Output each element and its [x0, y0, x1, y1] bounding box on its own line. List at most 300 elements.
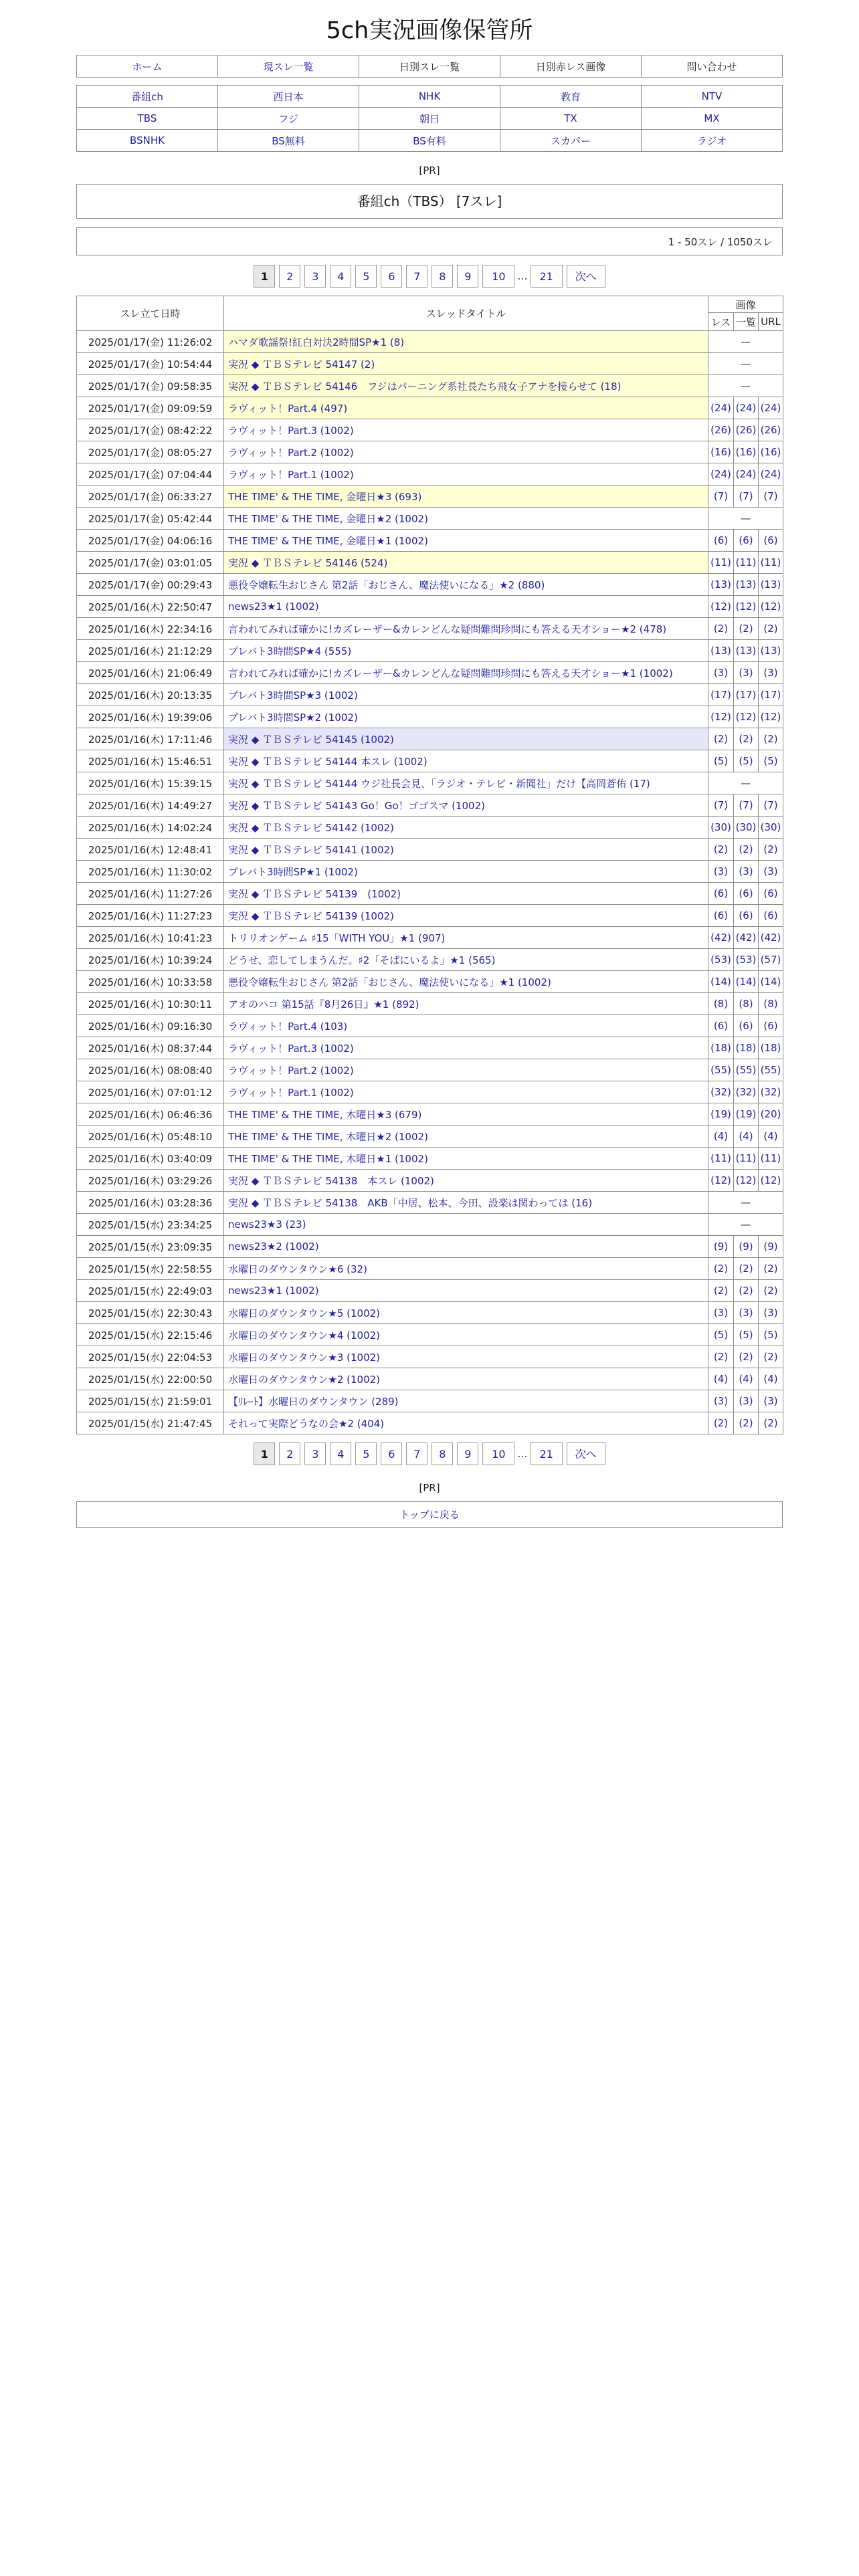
- image-list-link[interactable]: (6): [734, 530, 759, 552]
- thread-date: 2025/01/17(金) 03:01:05: [77, 552, 224, 574]
- table-row: [77, 905, 783, 927]
- image-list-link[interactable]: (17): [734, 684, 759, 706]
- thread-title-link[interactable]: 実況 ◆ ＴＢＳテレビ 54145 (1002): [224, 728, 708, 750]
- image-url-link[interactable]: (2): [759, 1258, 783, 1280]
- thread-date: 2025/01/16(木) 03:28:36: [77, 1192, 224, 1214]
- image-list-link[interactable]: (24): [734, 463, 759, 486]
- channel-link[interactable]: 朝日: [359, 108, 500, 130]
- thread-date: 2025/01/16(木) 12:48:41: [77, 839, 224, 861]
- image-res-link[interactable]: (12): [708, 596, 734, 618]
- page-link[interactable]: 21: [531, 1442, 563, 1465]
- image-res-link[interactable]: (11): [708, 1148, 734, 1170]
- thread-title-link[interactable]: 言われてみれば確かに!カズレーザー&カレンどんな疑問難問珍問にも答える天才ショー★1 (1002): [224, 662, 708, 684]
- thread-title-link[interactable]: 水曜日のダウンタウン★3 (1002): [224, 1346, 708, 1368]
- image-list-link[interactable]: (2): [734, 1280, 759, 1302]
- image-res-link[interactable]: (7): [708, 486, 734, 508]
- channel-link[interactable]: ラジオ: [642, 130, 783, 152]
- image-list-link[interactable]: (4): [734, 1125, 759, 1148]
- image-res-link[interactable]: (7): [708, 794, 734, 817]
- thread-title-link[interactable]: 実況 ◆ ＴＢＳテレビ 54143 Go！Go！ゴゴスマ (1002): [224, 794, 708, 817]
- image-list-link[interactable]: (2): [734, 1346, 759, 1368]
- image-res-link[interactable]: (14): [708, 971, 734, 993]
- thread-title-link[interactable]: 水曜日のダウンタウン★2 (1002): [224, 1368, 708, 1390]
- channel-link[interactable]: スカパー: [500, 130, 642, 152]
- image-url-link[interactable]: (24): [759, 463, 783, 486]
- image-url-link[interactable]: (6): [759, 530, 783, 552]
- table-row: [77, 397, 783, 419]
- table-row: [77, 552, 783, 574]
- thread-date: 2025/01/17(金) 09:58:35: [77, 375, 224, 397]
- pagination-ellipsis: ...: [517, 270, 528, 282]
- thread-date: 2025/01/17(金) 10:54:44: [77, 353, 224, 375]
- table-row: [77, 530, 783, 552]
- image-url-link[interactable]: (2): [759, 1412, 783, 1434]
- image-res-link[interactable]: (3): [708, 1390, 734, 1412]
- thread-title-link[interactable]: プレバト3時間SP★4 (555): [224, 640, 708, 662]
- thread-date: 2025/01/16(木) 10:41:23: [77, 927, 224, 949]
- thread-title-link[interactable]: THE TIME' & THE TIME, 金曜日★1 (1002): [224, 530, 708, 552]
- table-row: [77, 353, 783, 375]
- image-list-link[interactable]: (13): [734, 640, 759, 662]
- thread-title-link[interactable]: 実況 ◆ ＴＢＳテレビ 54142 (1002): [224, 817, 708, 839]
- channel-link[interactable]: 教育: [500, 86, 642, 108]
- page-current: 1: [254, 1442, 275, 1465]
- thread-title-link[interactable]: news23★1 (1002): [224, 1280, 708, 1302]
- table-row: [77, 1192, 783, 1214]
- image-url-link[interactable]: (13): [759, 574, 783, 596]
- page-current: 1: [254, 265, 275, 288]
- channel-link[interactable]: NTV: [642, 86, 783, 108]
- image-res-link[interactable]: (9): [708, 1236, 734, 1258]
- image-url-link[interactable]: (57): [759, 949, 783, 971]
- image-res-link[interactable]: (3): [708, 662, 734, 684]
- thread-date: 2025/01/16(木) 05:48:10: [77, 1125, 224, 1148]
- image-url-link[interactable]: (2): [759, 728, 783, 750]
- image-list-link[interactable]: (5): [734, 750, 759, 772]
- page-link[interactable]: 9: [457, 265, 478, 288]
- image-url-link[interactable]: (6): [759, 1015, 783, 1037]
- image-res-link[interactable]: (2): [708, 1412, 734, 1434]
- thread-title-link[interactable]: news23★2 (1002): [224, 1236, 708, 1258]
- image-url-link[interactable]: (20): [759, 1103, 783, 1125]
- image-res-link[interactable]: (2): [708, 728, 734, 750]
- table-row: [77, 463, 783, 486]
- image-list-link[interactable]: (2): [734, 1412, 759, 1434]
- image-url-link[interactable]: (8): [759, 993, 783, 1015]
- image-url-link[interactable]: (14): [759, 971, 783, 993]
- image-list-link[interactable]: (12): [734, 1170, 759, 1192]
- image-list-link[interactable]: (3): [734, 662, 759, 684]
- thread-date: 2025/01/17(金) 00:29:43: [77, 574, 224, 596]
- page-link[interactable]: 5: [355, 1442, 377, 1465]
- thread-title-link[interactable]: THE TIME' & THE TIME, 木曜日★1 (1002): [224, 1148, 708, 1170]
- board-title: 番組ch（TBS） [7スレ]: [76, 184, 783, 219]
- nav-home[interactable]: ホーム: [77, 56, 218, 78]
- table-row: [77, 662, 783, 684]
- thread-date: 2025/01/16(木) 21:06:49: [77, 662, 224, 684]
- page-link[interactable]: 7: [406, 1442, 427, 1465]
- image-url-link[interactable]: (30): [759, 817, 783, 839]
- thread-date: 2025/01/17(金) 06:33:27: [77, 486, 224, 508]
- thread-date: 2025/01/15(水) 23:34:25: [77, 1214, 224, 1236]
- page-link[interactable]: 10: [482, 1442, 514, 1465]
- thread-title-link[interactable]: 実況 ◆ ＴＢＳテレビ 54144 ウジ社長会見、「ラジオ・テレビ・新聞社」だけ【高岡蒼佑 (17): [224, 772, 708, 794]
- thread-date: 2025/01/16(木) 10:39:24: [77, 949, 224, 971]
- page-link[interactable]: 2: [279, 1442, 300, 1465]
- image-url-link[interactable]: (2): [759, 1280, 783, 1302]
- page-link[interactable]: 2: [279, 265, 300, 288]
- thread-date: 2025/01/15(水) 21:59:01: [77, 1390, 224, 1412]
- back-to-top-link[interactable]: トップに戻る: [76, 1501, 783, 1528]
- image-list-link[interactable]: (32): [734, 1081, 759, 1103]
- thread-date: 2025/01/16(木) 20:13:35: [77, 684, 224, 706]
- image-res-link[interactable]: (2): [708, 1258, 734, 1280]
- image-res-link[interactable]: (4): [708, 1125, 734, 1148]
- image-url-link[interactable]: (2): [759, 618, 783, 640]
- thread-title-link[interactable]: 実況 ◆ ＴＢＳテレビ 54138 AKB「中居、松本、今田、設楽は関わっては (16): [224, 1192, 708, 1214]
- thread-title-link[interactable]: 言われてみれば確かに!カズレーザー&カレンどんな疑問難問珍問にも答える天才ショー★2 (478): [224, 618, 708, 640]
- image-res-link[interactable]: (2): [708, 1280, 734, 1302]
- image-list-link[interactable]: (11): [734, 1148, 759, 1170]
- image-res-link[interactable]: (3): [708, 1302, 734, 1324]
- image-url-link[interactable]: (18): [759, 1037, 783, 1059]
- thread-title-link[interactable]: news23★1 (1002): [224, 596, 708, 618]
- thread-table: [76, 296, 783, 1434]
- image-res-link[interactable]: (6): [708, 530, 734, 552]
- image-res-link[interactable]: (42): [708, 927, 734, 949]
- image-list-link[interactable]: (42): [734, 927, 759, 949]
- thread-date: 2025/01/16(木) 15:46:51: [77, 750, 224, 772]
- page-link[interactable]: 3: [304, 265, 326, 288]
- header-url: URL: [759, 313, 783, 331]
- image-res-link[interactable]: (53): [708, 949, 734, 971]
- image-url-link[interactable]: (55): [759, 1059, 783, 1081]
- image-list-link[interactable]: (19): [734, 1103, 759, 1125]
- image-list-link[interactable]: (3): [734, 861, 759, 883]
- image-url-link[interactable]: (12): [759, 596, 783, 618]
- thread-count: 1 - 50スレ / 1050スレ: [76, 227, 783, 255]
- image-url-link[interactable]: (17): [759, 684, 783, 706]
- pagination-bottom: [76, 1442, 783, 1468]
- table-row: [77, 1037, 783, 1059]
- channel-link[interactable]: 西日本: [218, 86, 359, 108]
- thread-title-link[interactable]: アオのハコ 第15話『8月26日』★1 (892): [224, 993, 708, 1015]
- thread-title-link[interactable]: 実況 ◆ ＴＢＳテレビ 54146 フジはパーニング系社長たち飛女子アナを接らせて (18): [224, 375, 708, 397]
- thread-title-link[interactable]: どうせ、恋してしまうんだ。♯2「そばにいるよ」★1 (565): [224, 949, 708, 971]
- page-link[interactable]: 3: [304, 1442, 326, 1465]
- header-list: 一覧: [734, 313, 759, 331]
- image-url-link[interactable]: (2): [759, 1346, 783, 1368]
- thread-title-link[interactable]: THE TIME' & THE TIME, 木曜日★2 (1002): [224, 1125, 708, 1148]
- thread-date: 2025/01/16(木) 10:33:58: [77, 971, 224, 993]
- no-images-mark: —: [708, 331, 783, 353]
- image-res-link[interactable]: (5): [708, 1324, 734, 1346]
- page-link[interactable]: 10: [482, 265, 514, 288]
- image-res-link[interactable]: (8): [708, 993, 734, 1015]
- pr-label-bottom: [PR]: [419, 1482, 440, 1494]
- image-res-link[interactable]: (2): [708, 839, 734, 861]
- image-list-link[interactable]: (12): [734, 706, 759, 728]
- image-res-link[interactable]: (2): [708, 1346, 734, 1368]
- thread-title-link[interactable]: 実況 ◆ ＴＢＳテレビ 54147 (2): [224, 353, 708, 375]
- image-list-link[interactable]: (2): [734, 618, 759, 640]
- image-url-link[interactable]: (42): [759, 927, 783, 949]
- image-res-link[interactable]: (11): [708, 552, 734, 574]
- image-url-link[interactable]: (12): [759, 1170, 783, 1192]
- page-link[interactable]: 9: [457, 1442, 478, 1465]
- thread-title-link[interactable]: トリリオンゲーム ♯15「WITH YOU」★1 (907): [224, 927, 708, 949]
- image-list-link[interactable]: (9): [734, 1236, 759, 1258]
- image-list-link[interactable]: (3): [734, 1302, 759, 1324]
- thread-title-link[interactable]: news23★3 (23): [224, 1214, 708, 1236]
- image-res-link[interactable]: (5): [708, 750, 734, 772]
- image-list-link[interactable]: (8): [734, 993, 759, 1015]
- thread-date: 2025/01/16(木) 22:50:47: [77, 596, 224, 618]
- page-link[interactable]: 21: [531, 265, 563, 288]
- thread-title-link[interactable]: 実況 ◆ ＴＢＳテレビ 54138 本スレ (1002): [224, 1170, 708, 1192]
- image-list-link[interactable]: (6): [734, 883, 759, 905]
- header-res: レス: [708, 313, 734, 331]
- image-list-link[interactable]: (24): [734, 397, 759, 419]
- image-url-link[interactable]: (2): [759, 839, 783, 861]
- table-row: [77, 839, 783, 861]
- image-res-link[interactable]: (26): [708, 419, 734, 441]
- thread-title-link[interactable]: 水曜日のダウンタウン★6 (32): [224, 1258, 708, 1280]
- thread-title-link[interactable]: プレバト3時間SP★3 (1002): [224, 684, 708, 706]
- image-url-link[interactable]: (4): [759, 1368, 783, 1390]
- table-row: [77, 640, 783, 662]
- image-list-link[interactable]: (2): [734, 1258, 759, 1280]
- image-res-link[interactable]: (13): [708, 574, 734, 596]
- thread-date: 2025/01/16(木) 08:08:40: [77, 1059, 224, 1081]
- thread-title-link[interactable]: THE TIME' & THE TIME, 金曜日★2 (1002): [224, 508, 708, 530]
- thread-title-link[interactable]: 水曜日のダウンタウン★5 (1002): [224, 1302, 708, 1324]
- thread-title-link[interactable]: ラヴィット！Part.4 (497): [224, 397, 708, 419]
- thread-title-link[interactable]: ラヴィット！Part.1 (1002): [224, 463, 708, 486]
- table-row: [77, 574, 783, 596]
- image-res-link[interactable]: (12): [708, 706, 734, 728]
- channel-link[interactable]: BS無料: [218, 130, 359, 152]
- image-res-link[interactable]: (13): [708, 640, 734, 662]
- image-url-link[interactable]: (3): [759, 861, 783, 883]
- table-row: [77, 508, 783, 530]
- image-res-link[interactable]: (12): [708, 1170, 734, 1192]
- image-url-link[interactable]: (7): [759, 486, 783, 508]
- thread-title-link[interactable]: それって実際どうなの会★2 (404): [224, 1412, 708, 1434]
- thread-title-link[interactable]: 悪役令嬢転生おじさん 第2話「おじさん、魔法使いになる」★2 (880): [224, 574, 708, 596]
- channel-link[interactable]: 番組ch: [77, 86, 218, 108]
- site-title[interactable]: 5ch実況画像保管所: [326, 17, 533, 44]
- thread-date: 2025/01/15(水) 22:00:50: [77, 1368, 224, 1390]
- image-list-link[interactable]: (12): [734, 596, 759, 618]
- channel-link[interactable]: BS有料: [359, 130, 500, 152]
- image-list-link[interactable]: (53): [734, 949, 759, 971]
- image-res-link[interactable]: (6): [708, 1015, 734, 1037]
- thread-title-link[interactable]: 実況 ◆ ＴＢＳテレビ 54144 本スレ (1002): [224, 750, 708, 772]
- page-link[interactable]: 8: [432, 265, 453, 288]
- image-list-link[interactable]: (55): [734, 1059, 759, 1081]
- table-row: [77, 883, 783, 905]
- nav-daily-red-images[interactable]: 日別赤レス画像: [500, 56, 642, 78]
- image-res-link[interactable]: (30): [708, 817, 734, 839]
- table-row: [77, 1236, 783, 1258]
- image-url-link[interactable]: (32): [759, 1081, 783, 1103]
- image-url-link[interactable]: (7): [759, 794, 783, 817]
- nav-current-threads[interactable]: 現スレ一覧: [218, 56, 359, 78]
- thread-title-link[interactable]: プレバト3時間SP★1 (1002): [224, 861, 708, 883]
- thread-title-link[interactable]: 【ﾘﾚｰﾄ】水曜日のダウンタウン (289): [224, 1390, 708, 1412]
- image-list-link[interactable]: (2): [734, 839, 759, 861]
- image-list-link[interactable]: (11): [734, 552, 759, 574]
- image-res-link[interactable]: (4): [708, 1368, 734, 1390]
- image-res-link[interactable]: (19): [708, 1103, 734, 1125]
- table-row: [77, 1390, 783, 1412]
- table-row: [77, 817, 783, 839]
- image-res-link[interactable]: (6): [708, 883, 734, 905]
- thread-title-link[interactable]: ラヴィット！Part.2 (1002): [224, 1059, 708, 1081]
- image-url-link[interactable]: (16): [759, 441, 783, 463]
- no-images-mark: —: [708, 1192, 783, 1214]
- image-url-link[interactable]: (6): [759, 883, 783, 905]
- thread-date: 2025/01/16(木) 07:01:12: [77, 1081, 224, 1103]
- next-page-button[interactable]: 次へ: [567, 1442, 605, 1465]
- main-nav: [76, 55, 783, 78]
- thread-title-link[interactable]: ラヴィット！Part.4 (103): [224, 1015, 708, 1037]
- thread-title-link[interactable]: ハマダ歌謡祭!紅白対決2時間SP★1 (8): [224, 331, 708, 353]
- thread-title-link[interactable]: THE TIME' & THE TIME, 木曜日★3 (679): [224, 1103, 708, 1125]
- page-link[interactable]: 8: [432, 1442, 453, 1465]
- thread-title-link[interactable]: プレバト3時間SP★2 (1002): [224, 706, 708, 728]
- image-res-link[interactable]: (2): [708, 618, 734, 640]
- channel-link[interactable]: TBS: [77, 108, 218, 130]
- image-res-link[interactable]: (55): [708, 1059, 734, 1081]
- image-res-link[interactable]: (18): [708, 1037, 734, 1059]
- image-list-link[interactable]: (16): [734, 441, 759, 463]
- table-row: [77, 1258, 783, 1280]
- image-url-link[interactable]: (13): [759, 640, 783, 662]
- image-list-link[interactable]: (6): [734, 905, 759, 927]
- thread-title-link[interactable]: 実況 ◆ ＴＢＳテレビ 54139 (1002): [224, 905, 708, 927]
- image-list-link[interactable]: (30): [734, 817, 759, 839]
- thread-title-link[interactable]: ラヴィット！Part.3 (1002): [224, 419, 708, 441]
- table-row: [77, 618, 783, 640]
- image-list-link[interactable]: (14): [734, 971, 759, 993]
- image-url-link[interactable]: (11): [759, 1148, 783, 1170]
- image-list-link[interactable]: (7): [734, 794, 759, 817]
- thread-date: 2025/01/17(金) 05:42:44: [77, 508, 224, 530]
- thread-date: 2025/01/15(水) 23:09:35: [77, 1236, 224, 1258]
- no-images-mark: —: [708, 508, 783, 530]
- channel-link[interactable]: フジ: [218, 108, 359, 130]
- page-link[interactable]: 4: [330, 1442, 351, 1465]
- image-url-link[interactable]: (11): [759, 552, 783, 574]
- image-url-link[interactable]: (3): [759, 1390, 783, 1412]
- image-url-link[interactable]: (6): [759, 905, 783, 927]
- image-url-link[interactable]: (5): [759, 750, 783, 772]
- image-res-link[interactable]: (3): [708, 861, 734, 883]
- image-list-link[interactable]: (26): [734, 419, 759, 441]
- page-link[interactable]: 5: [355, 265, 377, 288]
- table-row: [77, 1214, 783, 1236]
- thread-title-link[interactable]: ラヴィット！Part.1 (1002): [224, 1081, 708, 1103]
- nav-daily-threads[interactable]: 日別スレ一覧: [359, 56, 500, 78]
- table-row: [77, 419, 783, 441]
- table-row: [77, 927, 783, 949]
- image-url-link[interactable]: (26): [759, 419, 783, 441]
- table-row: [77, 1081, 783, 1103]
- nav-contact[interactable]: 問い合わせ: [642, 56, 783, 78]
- image-list-link[interactable]: (5): [734, 1324, 759, 1346]
- table-row: [77, 1059, 783, 1081]
- image-list-link[interactable]: (18): [734, 1037, 759, 1059]
- image-url-link[interactable]: (24): [759, 397, 783, 419]
- image-res-link[interactable]: (17): [708, 684, 734, 706]
- image-list-link[interactable]: (6): [734, 1015, 759, 1037]
- page-link[interactable]: 6: [381, 1442, 402, 1465]
- image-url-link[interactable]: (3): [759, 1302, 783, 1324]
- image-url-link[interactable]: (4): [759, 1125, 783, 1148]
- image-res-link[interactable]: (24): [708, 463, 734, 486]
- image-list-link[interactable]: (2): [734, 728, 759, 750]
- thread-title-link[interactable]: 実況 ◆ ＴＢＳテレビ 54146 (524): [224, 552, 708, 574]
- channel-link[interactable]: MX: [642, 108, 783, 130]
- header-title: スレッドタイトル: [224, 296, 708, 331]
- image-list-link[interactable]: (4): [734, 1368, 759, 1390]
- image-res-link[interactable]: (24): [708, 397, 734, 419]
- thread-title-link[interactable]: ラヴィット！Part.3 (1002): [224, 1037, 708, 1059]
- image-list-link[interactable]: (3): [734, 1390, 759, 1412]
- thread-date: 2025/01/15(水) 22:04:53: [77, 1346, 224, 1368]
- next-page-button[interactable]: 次へ: [567, 265, 605, 288]
- image-list-link[interactable]: (13): [734, 574, 759, 596]
- table-row: [77, 1170, 783, 1192]
- thread-title-link[interactable]: THE TIME' & THE TIME, 金曜日★3 (693): [224, 486, 708, 508]
- thread-date: 2025/01/16(木) 15:39:15: [77, 772, 224, 794]
- table-row: [77, 1302, 783, 1324]
- table-row: [77, 772, 783, 794]
- table-row: [77, 861, 783, 883]
- image-url-link[interactable]: (12): [759, 706, 783, 728]
- thread-title-link[interactable]: 悪役令嬢転生おじさん 第2話「おじさん、魔法使いになる」★1 (1002): [224, 971, 708, 993]
- image-res-link[interactable]: (16): [708, 441, 734, 463]
- table-row: [77, 1125, 783, 1148]
- thread-date: 2025/01/15(水) 22:30:43: [77, 1302, 224, 1324]
- channel-link[interactable]: TX: [500, 108, 642, 130]
- header-images: 画像: [708, 296, 783, 313]
- thread-title-link[interactable]: 実況 ◆ ＴＢＳテレビ 54141 (1002): [224, 839, 708, 861]
- channel-link[interactable]: NHK: [359, 86, 500, 108]
- page-link[interactable]: 7: [406, 265, 427, 288]
- thread-title-link[interactable]: ラヴィット！Part.2 (1002): [224, 441, 708, 463]
- image-url-link[interactable]: (3): [759, 662, 783, 684]
- image-list-link[interactable]: (7): [734, 486, 759, 508]
- page-link[interactable]: 6: [381, 265, 402, 288]
- channel-link[interactable]: BSNHK: [77, 130, 218, 152]
- image-url-link[interactable]: (9): [759, 1236, 783, 1258]
- image-res-link[interactable]: (32): [708, 1081, 734, 1103]
- table-row: [77, 728, 783, 750]
- image-url-link[interactable]: (5): [759, 1324, 783, 1346]
- image-res-link[interactable]: (6): [708, 905, 734, 927]
- thread-date: 2025/01/15(水) 22:15:46: [77, 1324, 224, 1346]
- page-link[interactable]: 4: [330, 265, 351, 288]
- thread-date: 2025/01/16(木) 17:11:46: [77, 728, 224, 750]
- no-images-mark: —: [708, 772, 783, 794]
- thread-title-link[interactable]: 水曜日のダウンタウン★4 (1002): [224, 1324, 708, 1346]
- table-row: [77, 1412, 783, 1434]
- thread-title-link[interactable]: 実況 ◆ ＴＢＳテレビ 54139 (1002): [224, 883, 708, 905]
- thread-date: 2025/01/16(木) 11:27:26: [77, 883, 224, 905]
